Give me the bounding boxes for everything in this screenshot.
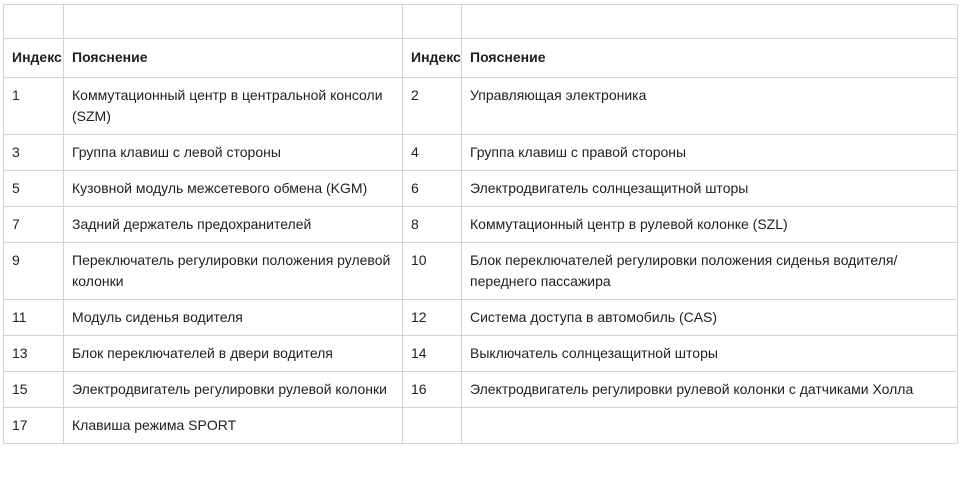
header-row: [4, 39, 958, 78]
explanation-cell: Управляющая электроника: [462, 78, 958, 135]
table-row: [4, 300, 958, 336]
index-cell: 5: [4, 171, 64, 207]
index-cell: 11: [4, 300, 64, 336]
explanation-cell: Модуль сиденья водителя: [64, 300, 403, 336]
index-cell: 6: [403, 171, 462, 207]
index-cell: 13: [4, 336, 64, 372]
table-row: [4, 243, 958, 300]
header-index-left: Индекс: [4, 39, 64, 78]
explanation-cell: Клавиша режима SPORT: [64, 408, 403, 444]
index-cell: 3: [4, 135, 64, 171]
index-cell: 12: [403, 300, 462, 336]
index-cell: 1: [4, 78, 64, 135]
explanation-cell: Группа клавиш с левой стороны: [64, 135, 403, 171]
explanation-cell: Электродвигатель солнцезащитной шторы: [462, 171, 958, 207]
index-cell: 15: [4, 372, 64, 408]
index-cell: [403, 408, 462, 444]
index-cell: 10: [403, 243, 462, 300]
explanation-cell: Система доступа в автомобиль (CAS): [462, 300, 958, 336]
table-row: [4, 135, 958, 171]
explanation-cell: Коммутационный центр в рулевой колонке (SZL): [462, 207, 958, 243]
header-index-right: Индекс: [403, 39, 462, 78]
empty-cell: [64, 5, 403, 39]
index-cell: 8: [403, 207, 462, 243]
explanation-cell: Кузовной модуль межсетевого обмена (KGM): [64, 171, 403, 207]
index-cell: 9: [4, 243, 64, 300]
empty-cell: [462, 5, 958, 39]
empty-cell: [4, 5, 64, 39]
table-row: [4, 171, 958, 207]
header-explanation-right: Пояснение: [462, 39, 958, 78]
explanation-cell: Задний держатель предохранителей: [64, 207, 403, 243]
index-cell: 16: [403, 372, 462, 408]
explanation-cell: Электродвигатель регулировки рулевой колонки: [64, 372, 403, 408]
table-row: [4, 372, 958, 408]
index-cell: 7: [4, 207, 64, 243]
explanation-cell: [462, 408, 958, 444]
explanation-cell: Блок переключателей в двери водителя: [64, 336, 403, 372]
table-row: [4, 78, 958, 135]
table-row: [4, 336, 958, 372]
empty-cell: [403, 5, 462, 39]
explanation-cell: Блок переключателей регулировки положения сиденья водителя/ переднего пассажира: [462, 243, 958, 300]
legend-table: [3, 4, 958, 444]
index-cell: 2: [403, 78, 462, 135]
empty-header-row: [4, 5, 958, 39]
explanation-cell: Выключатель солнцезащитной шторы: [462, 336, 958, 372]
index-cell: 4: [403, 135, 462, 171]
index-cell: 17: [4, 408, 64, 444]
explanation-cell: Переключатель регулировки положения рулевой колонки: [64, 243, 403, 300]
explanation-cell: Электродвигатель регулировки рулевой колонки с датчиками Холла: [462, 372, 958, 408]
header-explanation-left: Пояснение: [64, 39, 403, 78]
table-row: [4, 207, 958, 243]
index-cell: 14: [403, 336, 462, 372]
explanation-cell: Группа клавиш с правой стороны: [462, 135, 958, 171]
table-row: [4, 408, 958, 444]
explanation-cell: Коммутационный центр в центральной консоли (SZM): [64, 78, 403, 135]
